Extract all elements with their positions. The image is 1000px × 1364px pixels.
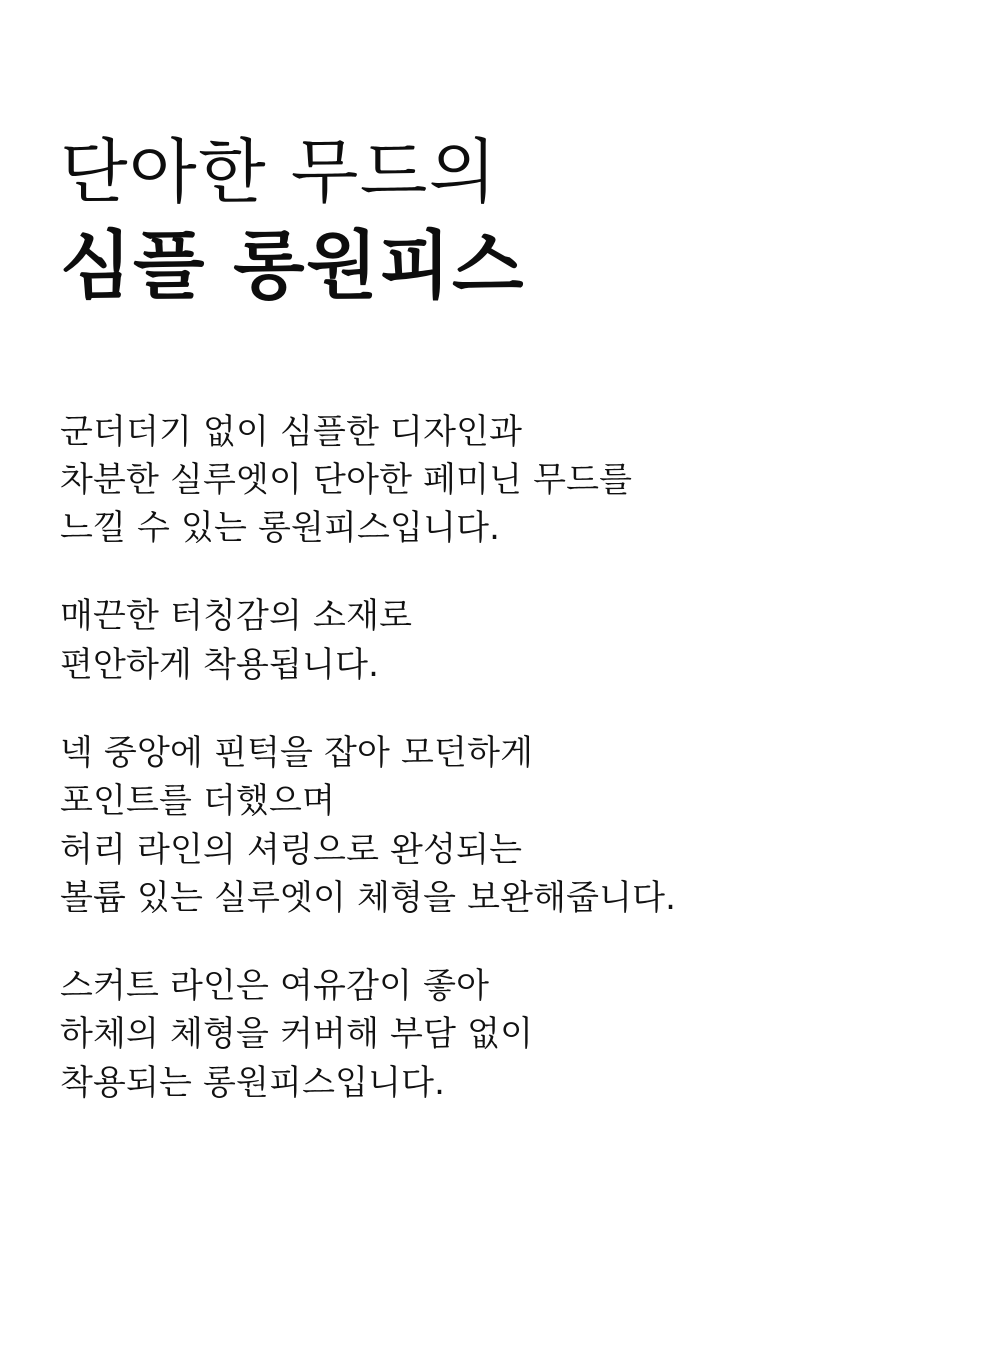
description-paragraph [60,592,940,689]
description-paragraph [60,729,940,922]
description-line: 스커트 라인은 여유감이 좋아 [60,966,490,1007]
description-line: 넥 중앙에 핀턱을 잡아 모던하게 [60,732,534,773]
description-paragraph [60,962,940,1107]
description-line: 군더더기 없이 심플한 디자인과 [60,411,523,452]
description-line: 차분한 실루엣이 단아한 페미닌 무드를 [60,459,633,500]
description-line: 느낄 수 있는 롱원피스입니다. [60,508,501,549]
description-paragraph [60,408,940,553]
description-body [60,408,940,1107]
description-line: 볼륨 있는 실루엣이 체형을 보완해줍니다. [60,877,677,918]
headline-line-1: 단아한 무드의 [60,131,498,213]
description-line: 편안하게 착용됩니다. [60,644,380,685]
description-line: 허리 라인의 셔링으로 완성되는 [60,829,523,870]
page-title [60,130,940,312]
description-line: 착용되는 롱원피스입니다. [60,1062,446,1103]
description-line: 포인트를 더했으며 [60,781,336,822]
description-line: 하체의 체형을 커버해 부담 없이 [60,1014,534,1055]
headline-line-2: 심플 롱원피스 [60,223,526,310]
description-line: 매끈한 터칭감의 소재로 [60,596,413,637]
